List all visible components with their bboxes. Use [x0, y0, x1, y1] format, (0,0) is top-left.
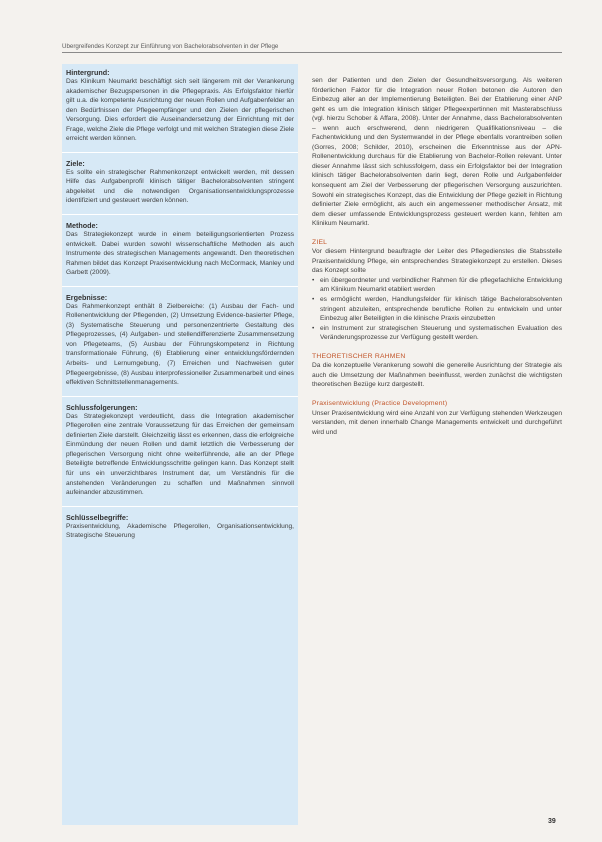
intro-paragraph: sen der Patienten und den Zielen der Gesundheitsversorgung. Als weiteren förderlichen Faktor für die Integration neuer Rollen betonen die Autoren den Einbezug aller an der Implementierung Beteiligten. Bei der Etablierung einer ANP geht es um die Integration klinisch tätiger Pflegeexpertinnen mit Masterabschluss (vgl. hierzu Schober & Affara, 2008). Unter der Annahme, dass Bachelorabsolventen – wenn auch erschwerend, denn niedrigeren Qualifikationsniveau – die Fachentwicklung und den Systemwandel in der Pflege ebenfalls vorantreiben sollen (Gorres, 2008; Schilder, 2010), erscheinen die Erkenntnisse aus der APN-Rollenentwicklung durchaus für die Etablierung von Bachelor-Rollen relevant. Unter dieser Annahme lässt sich schlussfolgern, dass ein Erfolgsfaktor bei der Integration klinisch tätiger Bachelorabsolventen darin liegt, deren Rolle und Aufgabenfelder konsequent am Ziel der Verbesserung der pflegerischen Versorgung auszurichten. Sowohl ein strategisches Konzept, das die Entwicklung der Pflege gezielt in Richtung definierter Ziele ermöglicht, als auch ein angemessener methodischer Ansatz, mit dem dieser umfassende Entwicklungsprozess gesteuert werden kann, fehlten am Klinikum Neumarkt. [312, 77, 562, 228]
conclusions-text: Das Strategiekonzept verdeutlicht, dass die Integration akademischer Pflegerollen eine zentrale Voraussetzung für das Erreichen der gemeinsam definierten Ziele darstellt. Gleichzeitig lässt es erkennen, dass die erfolgreiche Einmündung der neuen Rollen und damit letztlich die Verbesserung der pflegerischen Versorgung nicht ohne weiterführende, alle an der Pflege Beteiligte betreffende Entwicklungsschritte gelingen kann. Das Konzept stellt für uns ein unverzichtbares Instrument dar, um Verständnis für die anstehenden Veränderungen zu schaffen und Maßnahmen sinnvoll aufeinander abzustimmen. [66, 412, 294, 497]
aims-text: Es sollte ein strategischer Rahmenkonzept entwickelt werden, mit dessen Hilfe das Aufgabenprofil klinisch tätiger Bachelorabsolventen stringent abgeleitet und die notwendigen Organisationsentwicklungsprozesse identifiziert und gesteuert werden können. [66, 168, 294, 205]
abstract-results [66, 293, 294, 388]
running-header: Übergreifendes Konzept zur Einführung von Bachelorabsolventen in der Pflege [62, 43, 279, 50]
list-item: • ein übergeordneter und verbindlicher Rahmen für die pflegefachliche Entwicklung am Klinikum Neumarkt etabliert werden [312, 276, 562, 294]
keywords-heading: Schlüsselbegriffe: [66, 512, 129, 522]
abstract-divider [62, 396, 298, 397]
aim-paragraph: Vor diesem Hintergrund beauftragte der Leiter des Pflegedienstes die Stabsstelle Praxisentwicklung Pflege, ein entsprechendes Strategiekonzept zu erstellen. Dieses das Konzept sollte [312, 248, 562, 275]
aim-heading: ZIEL [312, 238, 328, 246]
abstract-divider [62, 506, 298, 507]
method-heading: Methode: [66, 221, 98, 231]
bullet: • [312, 276, 315, 284]
list-item: • es ermöglicht werden, Handlungsfelder für klinisch tätige Bachelorabsolventen stringent abzuleiten, entsprechende berufliche Rollen zu entwickeln und unter Einbezug aller Beteiligten in die klinische Praxis einzubetten [312, 296, 562, 323]
method-text: Das Strategiekonzept wurde in einem beteiligungsorientierten Prozess entwickelt. Dabei wurden sowohl wissenschaftliche Methoden als auch Instrumente des strategischen Managements angewandt. Den theoretischen Rahmen bildet das Konzept Praxisentwicklung nach McCormack, Manley und Garbett (2009). [66, 231, 294, 277]
page-number: 39 [548, 818, 556, 825]
abstract-aims [66, 159, 294, 206]
list-item: • ein Instrument zur strategischen Steuerung und systematischen Evaluation des Veränderungsprozesse zur Verfügung gestellt werden. [312, 324, 562, 342]
right-column [312, 76, 562, 437]
aims-heading: Ziele: [66, 158, 85, 168]
background-text: Das Klinikum Neumarkt beschäftigt sich seit längerem mit der Verankerung akademischer Bezugspersonen in die Pflegepraxis. Als Erfolgsfaktor hierfür gilt u.a. die kompetente Ausrichtung der neuen Rollen und Aufgabenfelder an den Bedürfnissen der Pflegeempfänger und den Zielen der pflegerischen Versorgung. Dies erfordert die Auseinandersetzung der Einrichtung mit der Frage, welche Ziele die Pflege verfolgt und mit welchen Strategien diese Ziele erreicht werden können. [66, 78, 294, 143]
abstract-divider [62, 152, 298, 153]
practice-development-paragraph: Unser Praxisentwicklung wird eine Anzahl von zur Verfügung stehenden Werkzeugen verstanden, mit denen innerhalb Change Managements entwickelt und durchgeführt wird und [312, 409, 562, 436]
abstract-keywords [66, 513, 294, 541]
aim-list [312, 276, 562, 343]
bullet: • [312, 324, 315, 332]
keywords-text: Praxisentwicklung, Akademische Pflegerollen, Organisationsentwicklung, Strategische Steuerung [66, 522, 294, 540]
abstract-divider [62, 286, 298, 287]
abstract-box [62, 64, 298, 825]
theory-heading: THEORETISCHER RAHMEN [312, 352, 406, 360]
abstract-method [66, 221, 294, 278]
practice-development-heading: Praxisentwicklung (Practice Development) [312, 399, 448, 407]
theory-paragraph: Da die konzeptuelle Verankerung sowohl die generelle Ausrichtung der Strategie als auch die Umsetzung der Maßnahmen beeinflusst, werden zunächst die wichtigsten theoretischen Bezüge kurz dargestellt. [312, 362, 562, 389]
background-heading: Hintergrund: [66, 68, 110, 77]
bullet: • [312, 296, 315, 304]
conclusions-heading: Schlussfolgerungen: [66, 402, 138, 412]
results-text: Das Rahmenkonzept enthält 8 Zielbereiche: (1) Ausbau der Fach- und Rollenentwicklung der Pflegenden, (2) Umsetzung Evidence-basierter Pflege, (3) Systematische Steuerung und personenzentrierte Gestaltung des Pflegeprozesses, (4) Aufgaben- und stellendifferenzierte Zusammensetzung von Pflegeteams, (5) Ausbau der Führungskompetenz in Richtung transformationale Führung, (6) Etablierung einer entwicklungsfördernden Arbeits- und Lernumgebung, (7) Erreichen und Nachweisen guter Pflegeergebnisse, (8) Ausbau interprofessioneller Zusammenarbeit und eines effektiven Schnittstellenmanagements. [66, 302, 294, 387]
header-rule [62, 52, 562, 53]
results-heading: Ergebnisse: [66, 292, 108, 302]
abstract-divider [62, 214, 298, 215]
abstract-conclusions [66, 403, 294, 498]
abstract-background [66, 68, 294, 144]
